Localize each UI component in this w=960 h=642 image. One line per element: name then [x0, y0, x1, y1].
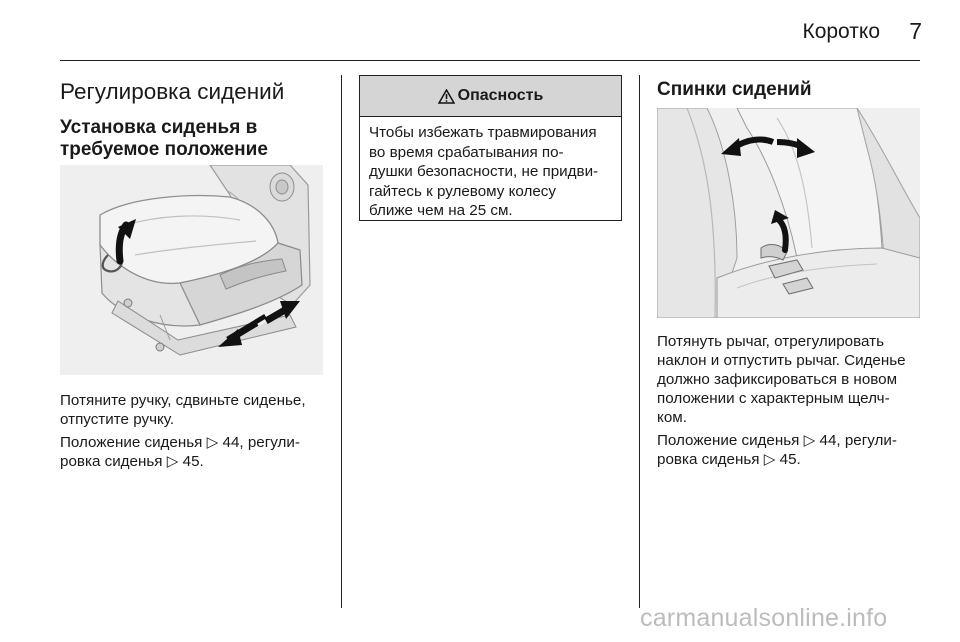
page-header-title: Коротко [802, 20, 880, 43]
reference-line: Положение сиденья ▷ 44, регули- [60, 434, 300, 451]
column-divider [639, 75, 640, 608]
instruction-line: ком. [657, 409, 687, 426]
section-heading: Регулировка сидений [60, 79, 285, 104]
warning-header [360, 76, 621, 117]
section-heading-backrest: Спинки сидений [657, 79, 812, 100]
reference-line: ровка сиденья ▷ 45. [657, 451, 801, 468]
backrest-adjustment-illustration [657, 108, 920, 318]
arrow-ref-icon: ▷ [206, 434, 219, 451]
instruction-line: Потянуть рычаг, отрегулировать [657, 333, 885, 350]
warning-text: Чтобы избежать травмирования во время срабатывания по- душки безопасности, не придви- гайтесь к рулевому колесу ближе чем на 25 см. [369, 124, 599, 219]
reference-line: ровка сиденья ▷ 45. [60, 453, 204, 470]
page-number: 7 [909, 18, 922, 44]
warning-box [359, 75, 622, 221]
warning-triangle-icon [438, 89, 455, 104]
header-rule [60, 60, 920, 61]
warning-title: Опасность [457, 87, 544, 104]
subsection-heading-line1: Установка сиденья в [60, 117, 258, 138]
instruction-line: положении с характерным щелч- [657, 390, 890, 407]
instruction-line: должно зафиксироваться в новом [657, 371, 898, 388]
arrow-ref-icon: ▷ [166, 453, 179, 470]
instruction-line: Потяните ручку, сдвиньте сиденье, [60, 392, 306, 409]
column-divider [341, 75, 342, 608]
watermark: carmanualsonline.info [640, 604, 888, 632]
reference-line: Положение сиденья ▷ 44, регули- [657, 432, 897, 449]
arrow-ref-icon: ▷ [803, 432, 816, 449]
instruction-line: отпустите ручку. [60, 411, 175, 428]
seat-adjustment-illustration [60, 165, 323, 375]
instruction-line: наклон и отпустить рычаг. Сиденье [657, 352, 906, 369]
arrow-ref-icon: ▷ [763, 451, 776, 468]
subsection-heading-line2: требуемое положение [60, 139, 268, 160]
